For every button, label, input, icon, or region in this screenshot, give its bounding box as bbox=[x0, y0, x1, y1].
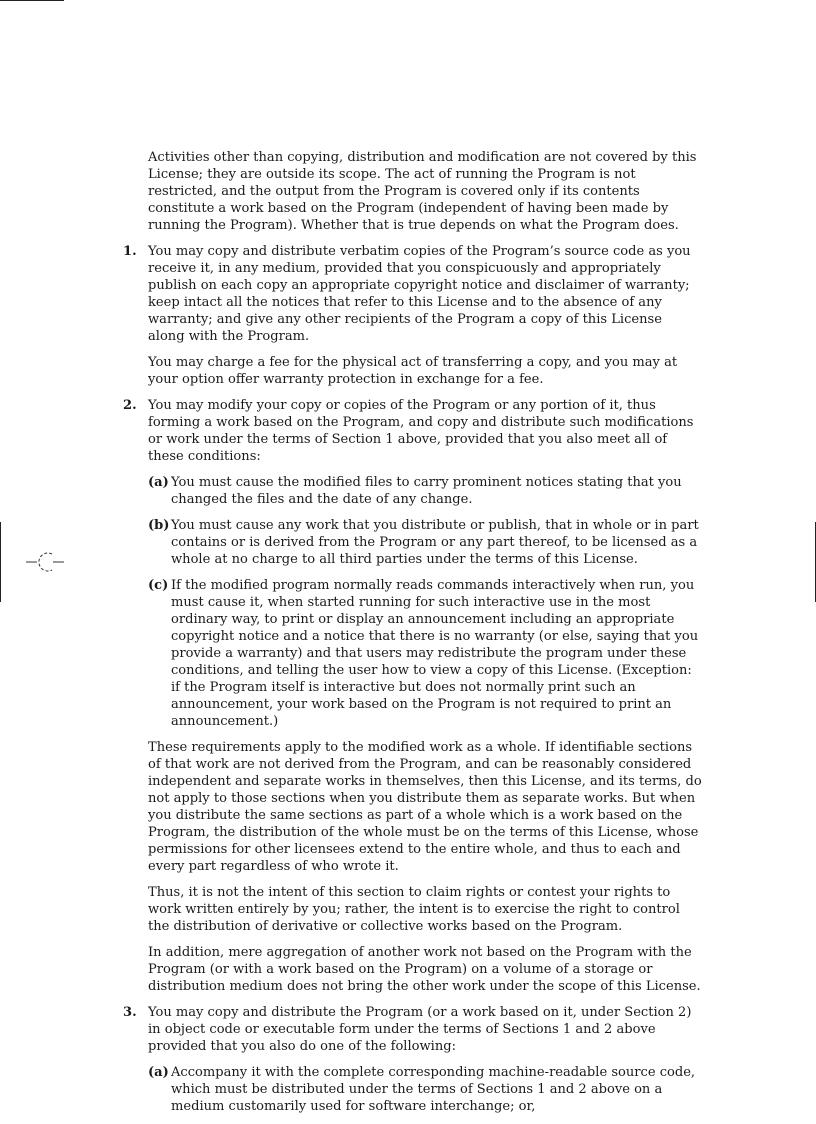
intro-paragraph: Activities other than copying, distribution and modification are not covered by this License; they are outside its scope. The act of running the Program is not restricted, and the output from the Program is covered only if its contents constitute a work based on the Program (independent of having been made by running the Program). Whether that is true depends on what the Program does. bbox=[148, 150, 697, 233]
subitem-3a bbox=[148, 1064, 702, 1115]
subitem-text: If the modified program normally reads commands interactively when run, you must cause it, when started running for such interactive use in the most ordinary way, to print or display an announcement including an appropriate copyright notice and a notice that there is no warranty (or else, saying that you provide a warranty) and that users may redistribute the program under these conditions, and telling the user how to view a copy of this License. (Exception: if the Program itself is interactive but does not normally print such an announcement, your work based on the Program is not required to print an announcement.) bbox=[171, 578, 699, 729]
license-item-1 bbox=[120, 243, 702, 345]
crop-mark-left bbox=[0, 522, 1, 602]
item-number: 1. bbox=[123, 244, 137, 259]
subitem-label: (a) bbox=[148, 1065, 169, 1080]
subitem-label: (a) bbox=[148, 475, 169, 490]
subitem-text: You must cause any work that you distribute or publish, that in whole or in part contains or is derived from the Program or any part thereof, to be licensed as a whole at no charge to all third parties under the terms of this License. bbox=[171, 518, 699, 567]
item-2-paragraph-3: In addition, mere aggregation of another work not based on the Program with the Program (or with a work based on the Program) on a volume of a storage or distribution medium does not bring the other work under the scope of this License. bbox=[148, 945, 701, 994]
subitem-label: (c) bbox=[148, 578, 169, 593]
item-2-paragraph-1: These requirements apply to the modified work as a whole. If identifiable sections of that work are not derived from the Program, and can be reasonably considered independent and separate works in themselves, then this License, and its terms, do not apply to those sections when you distribute them as separate works. But when you distribute the same sections as part of a whole which is a work based on the Program, the distribution of the whole must be on the terms of this License, whose permissions for other licensees extend to the entire whole, and thus to each and every part regardless of who wrote it. bbox=[148, 740, 702, 874]
subitem-2a bbox=[148, 474, 702, 508]
subitem-2b bbox=[148, 517, 702, 568]
item-text: You may modify your copy or copies of the Program or any portion of it, thus forming a work based on the Program, and copy and distribute such modifications or work under the terms of Section 1 above, provided that you also meet all of these conditions: bbox=[148, 398, 694, 464]
item-1-paragraph: You may charge a fee for the physical act of transferring a copy, and you may at your option offer warranty protection in exchange for a fee. bbox=[148, 355, 678, 387]
license-item-3 bbox=[120, 1004, 702, 1055]
subitem-2c bbox=[148, 577, 702, 730]
subitem-text: You must cause the modified files to carry prominent notices stating that you changed the files and the date of any change. bbox=[171, 475, 682, 507]
item-number: 3. bbox=[123, 1005, 137, 1020]
license-body bbox=[120, 149, 702, 1124]
subitem-text: Accompany it with the complete corresponding machine-readable source code, which must be distributed under the terms of Sections 1 and 2 above on a medium customarily used for software interchange; or, bbox=[171, 1065, 696, 1114]
item-2-paragraph-2: Thus, it is not the intent of this section to claim rights or contest your rights to work written entirely by you; rather, the intent is to exercise the right to control the distribution of derivative or collective works based on the Program. bbox=[148, 885, 680, 934]
crop-mark-top bbox=[0, 0, 64, 1]
item-text: You may copy and distribute verbatim copies of the Program’s source code as you receive it, in any medium, provided that you conspicuously and appropriately publish on each copy an appropriate copyright notice and disclaimer of warranty; keep intact all the notices that refer to this License and to the absence of any warranty; and give any other recipients of the Program a copy of this License along with the Program. bbox=[148, 244, 691, 344]
subitem-label: (b) bbox=[148, 518, 170, 533]
registration-mark-icon bbox=[22, 548, 66, 576]
item-number: 2. bbox=[123, 398, 137, 413]
license-item-2 bbox=[120, 397, 702, 465]
item-text: You may copy and distribute the Program (or a work based on it, under Section 2) in object code or executable form under the terms of Sections 1 and 2 above provided that you also do one of the following: bbox=[148, 1005, 692, 1054]
